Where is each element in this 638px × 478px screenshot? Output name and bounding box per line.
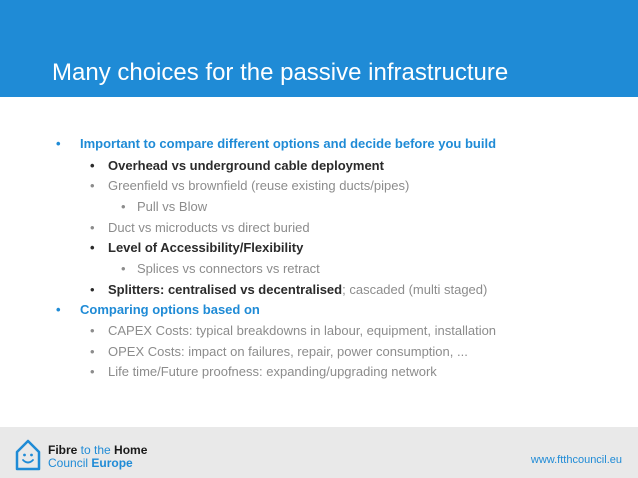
- bullet-marker: •: [90, 344, 95, 359]
- bullet-text: Greenfield vs brownfield (reuse existing ducts/pipes): [108, 178, 410, 193]
- bullet-marker: •: [56, 302, 61, 317]
- house-icon: [14, 438, 42, 472]
- bullet-marker: •: [121, 261, 126, 276]
- bullet-text-bold: Splitters: centralised vs decentralised: [108, 282, 343, 297]
- bullet-text: Important to compare different options and decide before you build: [80, 136, 497, 151]
- bullet-item-level2: [90, 158, 384, 174]
- bullet-marker: •: [90, 323, 95, 338]
- logo-line-1: Fibre to the Home: [48, 443, 148, 457]
- bullet-item-level2: [90, 220, 310, 236]
- bullet-item-level2: [90, 323, 497, 339]
- bullet-item-level3: [121, 199, 208, 215]
- bullet-text: Level of Accessibility/Flexibility: [108, 240, 304, 255]
- bullet-item-level2: [90, 364, 437, 380]
- bullet-marker: •: [90, 364, 95, 379]
- bullet-text: OPEX Costs: impact on failures, repair, power consumption, ...: [108, 344, 468, 359]
- bullet-item-level1: [56, 136, 497, 152]
- bullet-text: Overhead vs underground cable deployment: [108, 158, 384, 173]
- bullet-text: Splices vs connectors vs retract: [137, 261, 320, 276]
- bullet-text: CAPEX Costs: typical breakdowns in labour, equipment, installation: [108, 323, 497, 338]
- bullet-text: Duct vs microducts vs direct buried: [108, 220, 310, 235]
- bullet-item-level2: [90, 344, 468, 360]
- bullet-text: Life time/Future proofness: expanding/upgrading network: [108, 364, 437, 379]
- bullet-marker: •: [121, 199, 126, 214]
- bullet-item-level2: [90, 240, 304, 256]
- ftth-council-logo: [14, 436, 154, 476]
- bullet-marker: •: [90, 178, 95, 193]
- bullet-item-level2: [90, 282, 488, 298]
- bullet-marker: •: [90, 240, 95, 255]
- bullet-text: Pull vs Blow: [137, 199, 208, 214]
- website-link[interactable]: www.ftthcouncil.eu: [530, 454, 622, 466]
- bullet-text-rest: ; cascaded (multi staged): [342, 282, 488, 297]
- bullet-text: Comparing options based on: [80, 302, 260, 317]
- bullet-item-level3: [121, 261, 320, 277]
- bullet-marker: •: [56, 136, 61, 151]
- bullet-item-level2: [90, 178, 410, 194]
- bullet-marker: •: [90, 282, 95, 297]
- slide-title: Many choices for the passive infrastructure: [52, 59, 509, 86]
- bullet-marker: •: [90, 158, 95, 173]
- slide-header: [0, 0, 638, 97]
- slide-footer: [0, 427, 638, 478]
- bullet-item-level1: [56, 302, 260, 318]
- bullet-marker: •: [90, 220, 95, 235]
- logo-line-2: Council Europe: [48, 456, 133, 470]
